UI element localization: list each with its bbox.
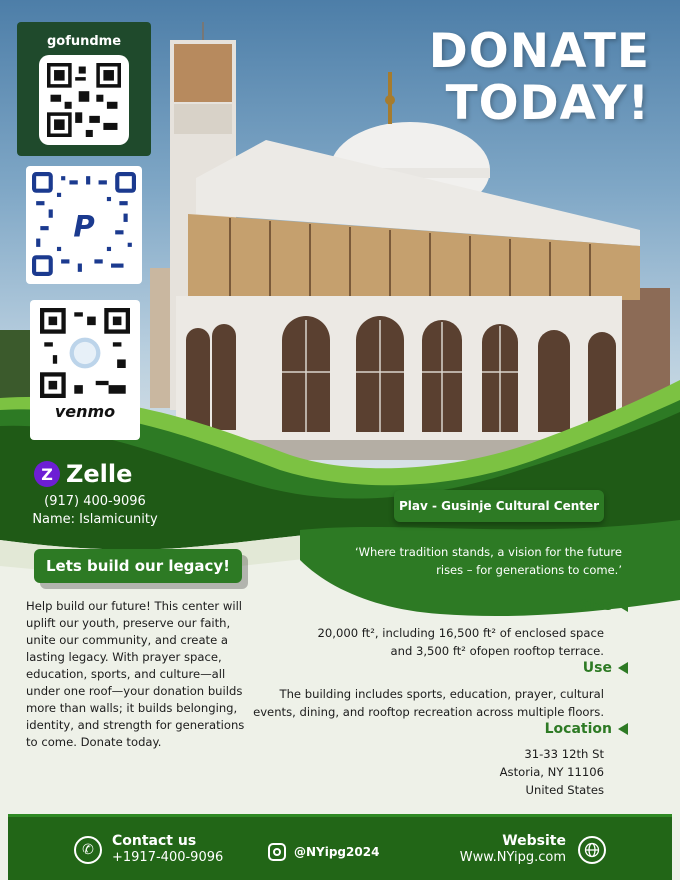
venmo-qr-card[interactable] — [30, 300, 140, 440]
headline-line1: DONATE — [428, 24, 650, 79]
use-heading-label: Use — [582, 660, 612, 676]
footer-contact[interactable] — [74, 833, 223, 866]
zelle-brand: Zelle — [66, 460, 133, 488]
paypal-qr-card[interactable] — [26, 166, 142, 284]
legacy-body: Help build our future! This center will uplift our youth, preserve our faith, unite our community, and create a lasting legacy. With prayer space, education, sports, and culture—all under one roof—your donation builds more than walls; it builds belonging, identity, and strength for generations to come. Donate today. — [26, 599, 245, 749]
address-line2: Astoria, NY 11106 — [499, 765, 604, 779]
tagline-quote: ‘Where tradition stands, a vision for the future rises – for generations to come.’ — [354, 545, 622, 577]
size-heading — [579, 598, 628, 614]
zelle-logo-icon: Z — [34, 461, 60, 487]
arrow-left-icon — [618, 662, 628, 674]
qr-code-icon — [39, 55, 129, 145]
headline-line2: TODAY! — [445, 76, 650, 131]
headline — [429, 26, 650, 130]
use-text: The building includes sports, education, prayer, cultural events, dining, and rooftop recreation across multiple floors. — [253, 687, 604, 719]
qr-code-icon — [40, 308, 130, 398]
use-heading — [583, 660, 628, 676]
size-text: 20,000 ft², including 16,500 ft² of enclosed space and 3,500 ft² ofopen rooftop terrace. — [317, 626, 604, 658]
svg-text:P: P — [73, 209, 95, 244]
contact-phone[interactable]: +1917-400-9096 — [112, 850, 224, 865]
footer — [8, 814, 672, 880]
location-heading — [545, 721, 628, 737]
website-label: Website — [502, 833, 566, 849]
legacy-heading: Lets build our legacy! — [34, 549, 242, 583]
arrow-left-icon — [618, 600, 628, 612]
footer-instagram[interactable] — [268, 843, 379, 861]
globe-icon — [578, 836, 606, 864]
zelle-phone[interactable]: (917) 400-9096 — [44, 494, 146, 509]
center-name-badge: Plav - Gusinje Cultural Center — [394, 490, 604, 522]
venmo-brand: venmo — [54, 402, 116, 421]
instagram-icon — [268, 843, 286, 861]
gofundme-qr-card[interactable] — [17, 22, 151, 156]
paypal-icon — [32, 172, 136, 276]
zelle-info — [34, 460, 160, 527]
size-heading-label: Size — [579, 598, 612, 614]
location-heading-label: Location — [544, 721, 612, 737]
contact-label: Contact us — [112, 833, 197, 849]
phone-icon: ✆ — [74, 836, 102, 864]
instagram-handle[interactable]: @NYipg2024 — [294, 845, 380, 859]
gofundme-brand: gofundme — [46, 34, 122, 49]
address-line1: 31-33 12th St — [524, 747, 604, 761]
address-line3: United States — [525, 783, 604, 797]
arrow-left-icon — [618, 723, 628, 735]
zelle-account-name: Name: Islamicunity — [32, 512, 158, 527]
website-url[interactable]: Www.NYipg.com — [459, 850, 566, 865]
location-address — [454, 745, 604, 799]
footer-website[interactable] — [460, 833, 606, 866]
